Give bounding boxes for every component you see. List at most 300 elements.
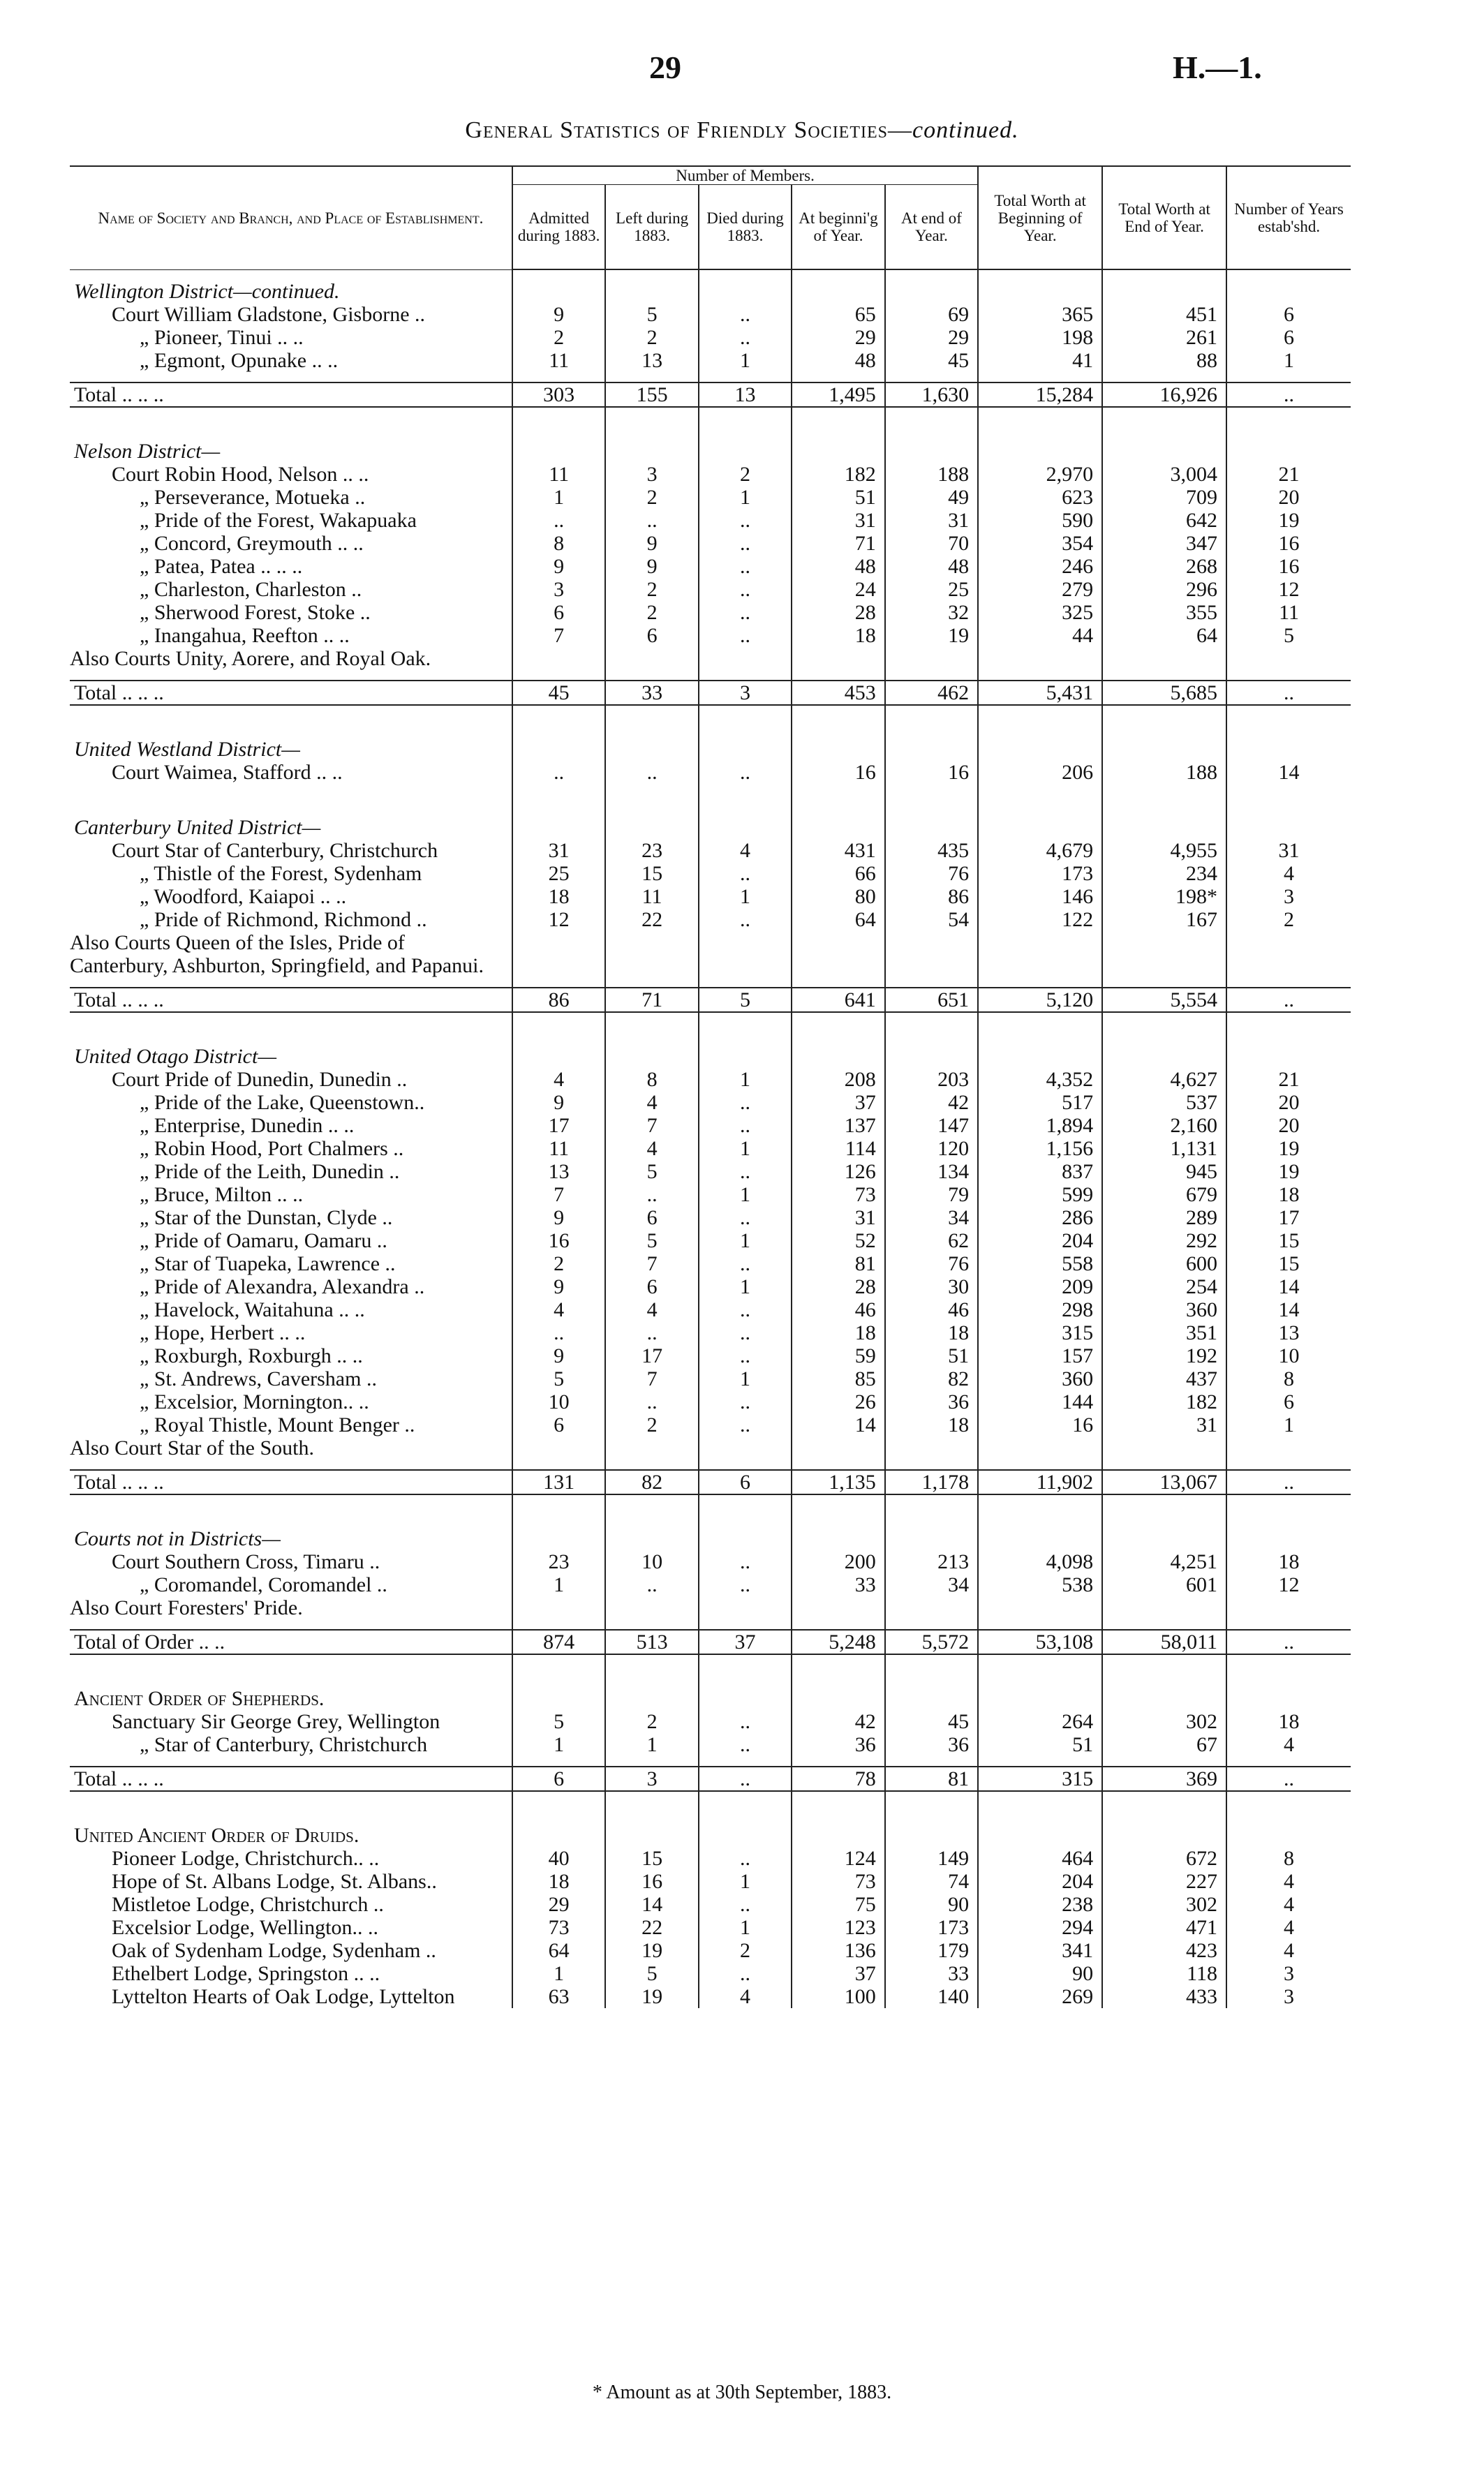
spacer-cell <box>699 1494 792 1527</box>
cell-worth-end: 254 <box>1102 1275 1226 1298</box>
cell-at-end: 173 <box>885 1916 978 1939</box>
cell-worth-end: 118 <box>1102 1962 1226 1985</box>
cell-left: 2 <box>605 1413 698 1436</box>
court-name: „ Star of Tuapeka, Lawrence .. <box>140 1252 396 1275</box>
cell-worth-end <box>1102 1527 1226 1550</box>
spacer-cell <box>792 1460 884 1470</box>
cell-worth-begin: 173 <box>978 862 1102 885</box>
court-row <box>70 1893 1351 1916</box>
cell-admitted: 9 <box>512 555 605 578</box>
cell-at-beginning: 59 <box>792 1344 884 1367</box>
cell-admitted: 9 <box>512 1275 605 1298</box>
cell-died: 2 <box>699 1939 792 1962</box>
court-row <box>70 885 1351 908</box>
cell-at-beginning: 65 <box>792 303 884 326</box>
spacer-cell <box>699 670 792 681</box>
cell-at-beginning: 100 <box>792 1985 884 2008</box>
court-row <box>70 1847 1351 1870</box>
spacer-cell <box>978 1460 1102 1470</box>
cell-worth-end: 672 <box>1102 1847 1226 1870</box>
spacer-row <box>70 1012 1351 1045</box>
spacer-cell <box>1226 1654 1351 1687</box>
cell-at-end: 76 <box>885 862 978 885</box>
cell-years <box>1226 647 1351 670</box>
cell-admitted <box>512 1045 605 1068</box>
district-name: United Westland District— <box>74 738 300 761</box>
court-row <box>70 486 1351 509</box>
spacer-cell <box>792 1012 884 1045</box>
cell-years: 12 <box>1226 578 1351 601</box>
spacer-cell <box>792 1494 884 1527</box>
cell-worth-begin: 354 <box>978 532 1102 555</box>
spacer-cell <box>885 1494 978 1527</box>
court-name: „ Pride of the Forest, Wakapuaka <box>140 509 417 532</box>
cell-worth-begin: 294 <box>978 1916 1102 1939</box>
cell-admitted: 11 <box>512 463 605 486</box>
spacer-cell <box>70 1012 512 1045</box>
spacer-row <box>70 372 1351 383</box>
cell-years: 6 <box>1226 326 1351 349</box>
spacer-cell <box>978 1791 1102 1824</box>
court-name: „ Hope, Herbert .. .. <box>140 1321 306 1344</box>
cell-worth-begin <box>978 647 1102 670</box>
cell-years: 18 <box>1226 1710 1351 1733</box>
cell-worth-end <box>1102 1596 1226 1619</box>
spacer-cell <box>978 1619 1102 1630</box>
cell-died: .. <box>699 326 792 349</box>
cell-at-beginning <box>792 738 884 761</box>
cell-died <box>699 931 792 977</box>
court-name: Lyttelton Hearts of Oak Lodge, Lyttelton <box>112 1985 455 2008</box>
cell-at-end: 74 <box>885 1870 978 1893</box>
spacer-cell <box>512 407 605 440</box>
cell-worth-end: 58,011 <box>1102 1630 1226 1654</box>
spacer-cell <box>1226 1619 1351 1630</box>
court-name: „ St. Andrews, Caversham .. <box>140 1367 377 1390</box>
cell-died: 1 <box>699 1137 792 1160</box>
cell-years: .. <box>1226 383 1351 407</box>
spacer-row <box>70 784 1351 816</box>
spacer-cell <box>1102 1494 1226 1527</box>
cell-at-beginning <box>792 1687 884 1710</box>
court-name: Court Robin Hood, Nelson .. .. <box>112 463 369 486</box>
cell-left: 23 <box>605 839 698 862</box>
court-name: „ Patea, Patea .. .. .. <box>140 555 303 578</box>
spacer-cell <box>605 1012 698 1045</box>
court-row <box>70 1390 1351 1413</box>
cell-died: .. <box>699 1390 792 1413</box>
spacer-cell <box>792 977 884 988</box>
court-name: „ Sherwood Forest, Stoke .. <box>140 601 371 624</box>
cell-admitted: 86 <box>512 988 605 1012</box>
cell-left: 4 <box>605 1137 698 1160</box>
cell-left: 22 <box>605 1916 698 1939</box>
cell-admitted: 23 <box>512 1550 605 1573</box>
cell-died: .. <box>699 1252 792 1275</box>
cell-at-beginning: 48 <box>792 349 884 372</box>
cell-worth-end <box>1102 1045 1226 1068</box>
court-name: Oak of Sydenham Lodge, Sydenham .. <box>112 1939 436 1962</box>
court-row <box>70 1206 1351 1229</box>
cell-died: .. <box>699 761 792 784</box>
court-row <box>70 624 1351 647</box>
district-name: Courts not in Districts— <box>74 1527 281 1550</box>
cell-worth-begin: 1,894 <box>978 1114 1102 1137</box>
court-row <box>70 1275 1351 1298</box>
court-row <box>70 1114 1351 1137</box>
cell-at-beginning: 78 <box>792 1767 884 1791</box>
total-name: Total .. .. .. <box>70 383 512 407</box>
spacer-cell <box>1226 372 1351 383</box>
cell-left: 9 <box>605 532 698 555</box>
title-main: General Statistics of Friendly Societies— <box>465 117 913 143</box>
cell-years: 13 <box>1226 1321 1351 1344</box>
note-row <box>70 647 1351 670</box>
cell-worth-begin: 11,902 <box>978 1470 1102 1494</box>
order-name: United Ancient Order of Druids. <box>74 1824 359 1847</box>
cell-at-beginning: 33 <box>792 1573 884 1596</box>
spacer-cell <box>70 372 512 383</box>
cell-worth-begin: 590 <box>978 509 1102 532</box>
cell-admitted: 1 <box>512 1733 605 1756</box>
cell-worth-end: 64 <box>1102 624 1226 647</box>
court-name: Mistletoe Lodge, Christchurch .. <box>112 1893 384 1916</box>
cell-worth-begin: 246 <box>978 555 1102 578</box>
cell-died: .. <box>699 624 792 647</box>
court-name: Pioneer Lodge, Christchurch.. .. <box>112 1847 380 1870</box>
cell-at-end: 120 <box>885 1137 978 1160</box>
cell-admitted: 9 <box>512 1344 605 1367</box>
court-row <box>70 839 1351 862</box>
spacer-cell <box>699 784 792 816</box>
spacer-cell <box>1226 1791 1351 1824</box>
cell-at-beginning: 208 <box>792 1068 884 1091</box>
note-name: Also Courts Queen of the Isles, Pride of Canterbury, Ashburton, Springfield, and Papanui. <box>70 931 484 977</box>
cell-left: 2 <box>605 1710 698 1733</box>
cell-worth-end: 4,955 <box>1102 839 1226 862</box>
spacer-cell <box>1226 407 1351 440</box>
cell-died: .. <box>699 1573 792 1596</box>
spacer-cell <box>70 1619 512 1630</box>
cell-left <box>605 1045 698 1068</box>
cell-left: 4 <box>605 1091 698 1114</box>
cell-worth-begin: 15,284 <box>978 383 1102 407</box>
cell-worth-end: 537 <box>1102 1091 1226 1114</box>
cell-admitted: 5 <box>512 1367 605 1390</box>
cell-worth-begin: 341 <box>978 1939 1102 1962</box>
cell-at-end: 134 <box>885 1160 978 1183</box>
court-row <box>70 1939 1351 1962</box>
cell-at-beginning: 36 <box>792 1733 884 1756</box>
cell-worth-end <box>1102 738 1226 761</box>
cell-died: 1 <box>699 1367 792 1390</box>
cell-at-end: 76 <box>885 1252 978 1275</box>
cell-at-end: 651 <box>885 988 978 1012</box>
cell-at-end: 42 <box>885 1091 978 1114</box>
spacer-cell <box>605 670 698 681</box>
cell-years: 20 <box>1226 1114 1351 1137</box>
cell-died: .. <box>699 1160 792 1183</box>
total-name: Total .. .. .. <box>70 1470 512 1494</box>
cell-years: 17 <box>1226 1206 1351 1229</box>
spacer-cell <box>605 372 698 383</box>
cell-worth-begin: 44 <box>978 624 1102 647</box>
cell-left: 6 <box>605 1206 698 1229</box>
cell-years: 1 <box>1226 349 1351 372</box>
cell-at-beginning <box>792 816 884 839</box>
court-row <box>70 1321 1351 1344</box>
court-row <box>70 1252 1351 1275</box>
column-header-worth-begin: Total Worth at Beginning of Year. <box>978 166 1102 269</box>
spacer-cell <box>699 1756 792 1767</box>
spacer-cell <box>70 407 512 440</box>
cell-years: 15 <box>1226 1252 1351 1275</box>
cell-admitted: 11 <box>512 349 605 372</box>
cell-worth-begin: 146 <box>978 885 1102 908</box>
cell-worth-end <box>1102 816 1226 839</box>
cell-left: 15 <box>605 862 698 885</box>
cell-died: .. <box>699 1114 792 1137</box>
cell-years: 4 <box>1226 1893 1351 1916</box>
cell-left: 5 <box>605 1160 698 1183</box>
spacer-cell <box>699 1619 792 1630</box>
cell-worth-begin <box>978 816 1102 839</box>
table-body <box>70 269 1351 2008</box>
cell-worth-end: 16,926 <box>1102 383 1226 407</box>
cell-left <box>605 647 698 670</box>
cell-years: 14 <box>1226 1275 1351 1298</box>
court-name: „ Pride of Richmond, Richmond .. <box>140 908 427 931</box>
cell-died <box>699 1596 792 1619</box>
cell-worth-end: 198* <box>1102 885 1226 908</box>
court-row <box>70 326 1351 349</box>
cell-died: 13 <box>699 383 792 407</box>
spacer-cell <box>1102 670 1226 681</box>
spacer-cell <box>512 670 605 681</box>
spacer-cell <box>512 1619 605 1630</box>
spacer-cell <box>512 1791 605 1824</box>
spacer-cell <box>792 670 884 681</box>
cell-admitted: 1 <box>512 1962 605 1985</box>
cell-admitted <box>512 1824 605 1847</box>
cell-at-end: 19 <box>885 624 978 647</box>
cell-left <box>605 1687 698 1710</box>
spacer-cell <box>1102 1619 1226 1630</box>
court-name: Court Waimea, Stafford .. .. <box>112 761 343 784</box>
cell-at-beginning <box>792 1436 884 1460</box>
cell-admitted <box>512 1596 605 1619</box>
cell-worth-end <box>1102 647 1226 670</box>
cell-at-beginning: 114 <box>792 1137 884 1160</box>
cell-at-end: 16 <box>885 761 978 784</box>
cell-worth-end: 433 <box>1102 1985 1226 2008</box>
cell-at-end: 33 <box>885 1962 978 1985</box>
spacer-cell <box>1226 269 1351 280</box>
cell-died <box>699 280 792 303</box>
cell-years: 3 <box>1226 885 1351 908</box>
cell-died: .. <box>699 509 792 532</box>
spacer-cell <box>1226 977 1351 988</box>
cell-left: .. <box>605 1390 698 1413</box>
court-row <box>70 601 1351 624</box>
cell-worth-end: 679 <box>1102 1183 1226 1206</box>
spacer-cell <box>978 977 1102 988</box>
court-name: Sanctuary Sir George Grey, Wellington <box>112 1710 440 1733</box>
spacer-cell <box>885 1619 978 1630</box>
cell-left: 3 <box>605 463 698 486</box>
spacer-cell <box>605 705 698 738</box>
cell-admitted: 25 <box>512 862 605 885</box>
total-name: Total of Order .. .. <box>70 1630 512 1654</box>
cell-admitted: 18 <box>512 885 605 908</box>
title-suffix: continued. <box>912 117 1019 143</box>
spacer-cell <box>1102 1756 1226 1767</box>
cell-at-end: 435 <box>885 839 978 862</box>
cell-worth-begin <box>978 1436 1102 1460</box>
cell-left <box>605 440 698 463</box>
court-row <box>70 532 1351 555</box>
spacer-cell <box>978 705 1102 738</box>
spacer-cell <box>70 269 512 280</box>
cell-admitted: 7 <box>512 1183 605 1206</box>
cell-died <box>699 1436 792 1460</box>
court-row <box>70 555 1351 578</box>
cell-at-beginning: 14 <box>792 1413 884 1436</box>
court-name: Excelsior Lodge, Wellington.. .. <box>112 1916 378 1939</box>
cell-admitted <box>512 647 605 670</box>
spacer-row <box>70 1494 1351 1527</box>
cell-worth-end: 302 <box>1102 1710 1226 1733</box>
cell-admitted: .. <box>512 761 605 784</box>
cell-left: 5 <box>605 1229 698 1252</box>
spacer-cell <box>1102 269 1226 280</box>
cell-at-beginning: 126 <box>792 1160 884 1183</box>
court-name: „ Excelsior, Mornington.. .. <box>140 1390 369 1413</box>
court-name: „ Egmont, Opunake .. .. <box>140 349 339 372</box>
cell-admitted: 18 <box>512 1870 605 1893</box>
cell-died: .. <box>699 1893 792 1916</box>
cell-worth-end: 67 <box>1102 1733 1226 1756</box>
cell-left: 10 <box>605 1550 698 1573</box>
spacer-cell <box>1226 1012 1351 1045</box>
cell-years: 11 <box>1226 601 1351 624</box>
spacer-cell <box>885 1012 978 1045</box>
court-name: „ Perseverance, Motueka .. <box>140 486 366 509</box>
cell-at-end: 69 <box>885 303 978 326</box>
spacer-cell <box>699 269 792 280</box>
cell-years: 12 <box>1226 1573 1351 1596</box>
cell-left: 6 <box>605 1275 698 1298</box>
spacer-cell <box>792 705 884 738</box>
cell-at-end: 462 <box>885 681 978 705</box>
court-name: „ Royal Thistle, Mount Benger .. <box>140 1413 415 1436</box>
cell-worth-begin <box>978 1596 1102 1619</box>
court-row <box>70 1870 1351 1893</box>
spacer-cell <box>512 269 605 280</box>
cell-at-beginning <box>792 931 884 977</box>
cell-worth-end <box>1102 931 1226 977</box>
court-row <box>70 1710 1351 1733</box>
cell-years: 18 <box>1226 1550 1351 1573</box>
spacer-cell <box>885 977 978 988</box>
spacer-cell <box>885 407 978 440</box>
cell-left: 17 <box>605 1344 698 1367</box>
cell-at-beginning <box>792 280 884 303</box>
cell-at-end: 18 <box>885 1413 978 1436</box>
cell-left: 7 <box>605 1367 698 1390</box>
cell-years: .. <box>1226 681 1351 705</box>
cell-at-end: 48 <box>885 555 978 578</box>
cell-worth-end: 268 <box>1102 555 1226 578</box>
cell-worth-end: 292 <box>1102 1229 1226 1252</box>
cell-at-beginning: 52 <box>792 1229 884 1252</box>
cell-at-beginning: 51 <box>792 486 884 509</box>
cell-admitted: 8 <box>512 532 605 555</box>
spacer-row <box>70 705 1351 738</box>
cell-worth-end <box>1102 280 1226 303</box>
cell-admitted <box>512 738 605 761</box>
cell-years: .. <box>1226 1470 1351 1494</box>
cell-worth-end: 351 <box>1102 1321 1226 1344</box>
cell-years: 16 <box>1226 532 1351 555</box>
cell-at-beginning <box>792 1596 884 1619</box>
cell-worth-begin: 209 <box>978 1275 1102 1298</box>
district-row <box>70 280 1351 303</box>
cell-left: 2 <box>605 578 698 601</box>
cell-worth-begin: 837 <box>978 1160 1102 1183</box>
spacer-cell <box>605 977 698 988</box>
cell-years: 4 <box>1226 1733 1351 1756</box>
cell-worth-end: 4,251 <box>1102 1550 1226 1573</box>
column-header-name: Name of Society and Branch, and Place of Establishment. <box>70 166 512 269</box>
statistics-table <box>70 165 1351 2008</box>
cell-died: .. <box>699 303 792 326</box>
cell-worth-begin: 623 <box>978 486 1102 509</box>
spacer-cell <box>978 407 1102 440</box>
cell-admitted: 1 <box>512 486 605 509</box>
cell-years: 21 <box>1226 463 1351 486</box>
cell-worth-begin: 325 <box>978 601 1102 624</box>
cell-admitted: 40 <box>512 1847 605 1870</box>
note-row <box>70 931 1351 977</box>
cell-at-end: 36 <box>885 1390 978 1413</box>
spacer-cell <box>1102 372 1226 383</box>
cell-worth-begin: 517 <box>978 1091 1102 1114</box>
cell-admitted: 3 <box>512 578 605 601</box>
cell-worth-end <box>1102 1436 1226 1460</box>
cell-died: .. <box>699 1206 792 1229</box>
cell-worth-end <box>1102 1824 1226 1847</box>
cell-worth-begin: 464 <box>978 1847 1102 1870</box>
cell-died: 1 <box>699 349 792 372</box>
cell-admitted: 4 <box>512 1068 605 1091</box>
cell-died <box>699 1824 792 1847</box>
court-row <box>70 1183 1351 1206</box>
cell-left: 9 <box>605 555 698 578</box>
spacer-cell <box>699 1791 792 1824</box>
court-row <box>70 1550 1351 1573</box>
cell-at-beginning: 42 <box>792 1710 884 1733</box>
cell-years: 6 <box>1226 1390 1351 1413</box>
cell-worth-begin: 298 <box>978 1298 1102 1321</box>
court-name: Ethelbert Lodge, Springston .. .. <box>112 1962 380 1985</box>
cell-worth-begin: 206 <box>978 761 1102 784</box>
cell-died: 1 <box>699 1068 792 1091</box>
cell-left: 6 <box>605 624 698 647</box>
court-row <box>70 761 1351 784</box>
cell-died: 1 <box>699 1916 792 1939</box>
cell-at-beginning: 136 <box>792 1939 884 1962</box>
